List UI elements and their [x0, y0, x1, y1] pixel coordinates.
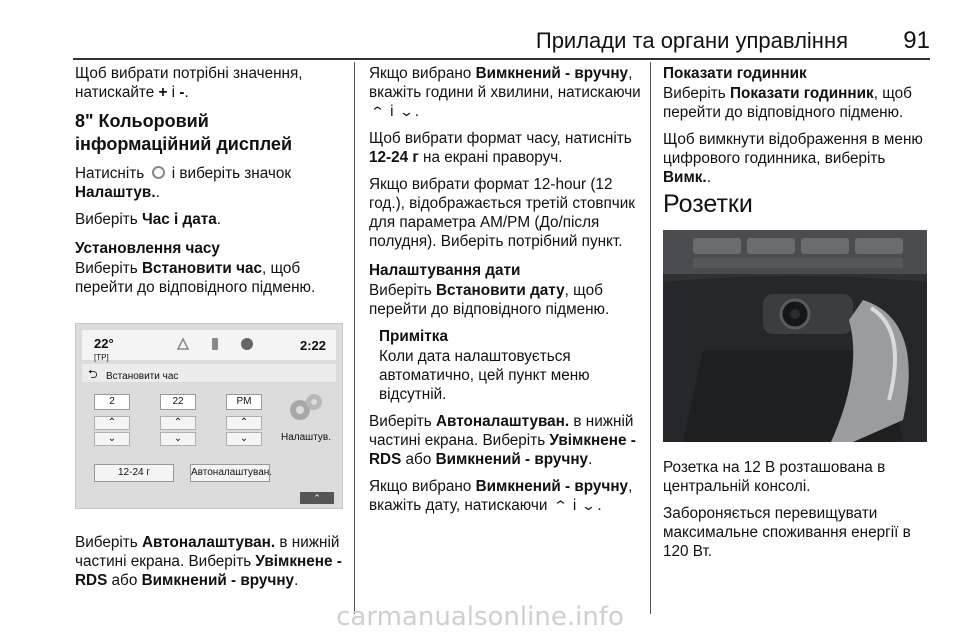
column-divider: [354, 62, 355, 614]
header-rule: [73, 58, 930, 60]
minute-down-button[interactable]: ⌄: [160, 432, 196, 446]
hour-down-button[interactable]: ⌄: [94, 432, 130, 446]
home-icon: [152, 166, 165, 179]
subheading: Показати годинник: [663, 65, 807, 82]
section-heading: Розетки: [663, 190, 753, 218]
note-box: [379, 327, 644, 404]
page-header: [0, 22, 960, 58]
paragraph: Натисніть і виберіть значок Налаштув..: [75, 165, 292, 201]
paragraph: Якщо вибрано Вимкнений - вручну, вкажіть години й хвилини, натискаючи ⌃ і ⌄.: [369, 65, 641, 120]
display-screenshot: [75, 323, 343, 509]
settings-icon[interactable]: [286, 392, 324, 424]
up-arrow-icon: ⌃: [369, 104, 386, 119]
subheading: Установлення часу: [75, 240, 220, 257]
paragraph: Розетка на 12 В розташована в центральній консолі.: [663, 459, 886, 495]
paragraph: Виберіть Автоналаштуван. в нижній частині екрана. Виберіть Увімкнене - RDS або Вимкнений - вручну.: [75, 534, 342, 589]
paragraph: Виберіть Встановити час, щоб перейти до відповідного підменю.: [75, 260, 316, 296]
navigation-icon: [240, 337, 254, 351]
title-bar: [82, 364, 336, 382]
watermark: carmanualsonline.info: [336, 602, 624, 632]
paragraph: Щоб вибрати потрібні значення, натискайте + і -.: [75, 65, 303, 101]
auto-set-button[interactable]: Автоналаштуван.: [190, 464, 270, 482]
paragraph: Забороняється перевищувати максимальне споживання енергії в 120 Вт.: [663, 505, 911, 560]
paragraph: Виберіть Час і дата.: [75, 211, 221, 228]
temperature: 22°: [94, 336, 114, 351]
page-title: Прилади та органи управління: [535, 28, 848, 53]
status-bar: [82, 330, 336, 360]
page-number: 91: [903, 27, 930, 54]
column-middle: [369, 64, 644, 523]
clock: 2:22: [299, 338, 326, 353]
subheading: Налаштування дати: [369, 262, 521, 279]
hour-up-button[interactable]: ⌃: [94, 416, 130, 430]
ampm-down-button[interactable]: ⌄: [226, 432, 262, 446]
paragraph: Щоб вимкнути відображення в меню цифрового годинника, виберіть Вимк..: [663, 131, 923, 186]
audio-icon: [176, 337, 190, 351]
back-icon[interactable]: ⮌: [88, 367, 98, 381]
minute-field[interactable]: 22: [160, 394, 196, 410]
paragraph: Якщо вибрано Вимкнений - вручну, вкажіть дату, натискаючи ⌃ і ⌄.: [369, 478, 633, 514]
paragraph: Щоб вибрати формат часу, натисніть 12-24 г на екрані праворуч.: [369, 130, 632, 166]
paragraph: Виберіть Встановити дату, щоб перейти до відповідного підменю.: [369, 282, 610, 318]
settings-label: Налаштув.: [281, 432, 331, 443]
paragraph: Виберіть Автоналаштуван. в нижній частині екрана. Виберіть Увімкнене - RDS або Вимкнений - вручну.: [369, 413, 636, 468]
column-right: [663, 64, 935, 569]
paragraph: Виберіть Показати годинник, щоб перейти до відповідного підменю.: [663, 85, 912, 121]
screen-title: Встановити час: [106, 371, 179, 382]
down-arrow-icon: ⌄: [398, 104, 414, 119]
phone-icon: [208, 337, 222, 351]
hour-field[interactable]: 2: [94, 394, 130, 410]
ampm-up-button[interactable]: ⌃: [226, 416, 262, 430]
note-title: Примітка: [379, 328, 448, 345]
console-illustration: [663, 230, 927, 442]
collapse-button[interactable]: ⌃: [300, 492, 334, 504]
format-button[interactable]: 12-24 г: [94, 464, 174, 482]
up-arrow-icon: ⌃: [552, 498, 568, 513]
down-arrow-icon: ⌄: [581, 498, 597, 513]
tp-indicator: [TP]: [94, 353, 109, 362]
paragraph: Якщо вибрати формат 12-hour (12 год.), відображається третій стовпчик для параметра AM/PM (До/після полудня). Виберіть потрібний пункт.: [369, 176, 635, 250]
ampm-field[interactable]: PM: [226, 394, 262, 410]
section-heading: 8" Кольоровий інформаційний дисплей: [75, 111, 293, 154]
minute-up-button[interactable]: ⌃: [160, 416, 196, 430]
column-divider: [650, 62, 651, 614]
note-text: Коли дата налаштовується автоматично, цей пункт меню відсутній.: [379, 348, 590, 403]
power-outlet-photo: [663, 230, 927, 442]
column-left: [75, 64, 343, 598]
